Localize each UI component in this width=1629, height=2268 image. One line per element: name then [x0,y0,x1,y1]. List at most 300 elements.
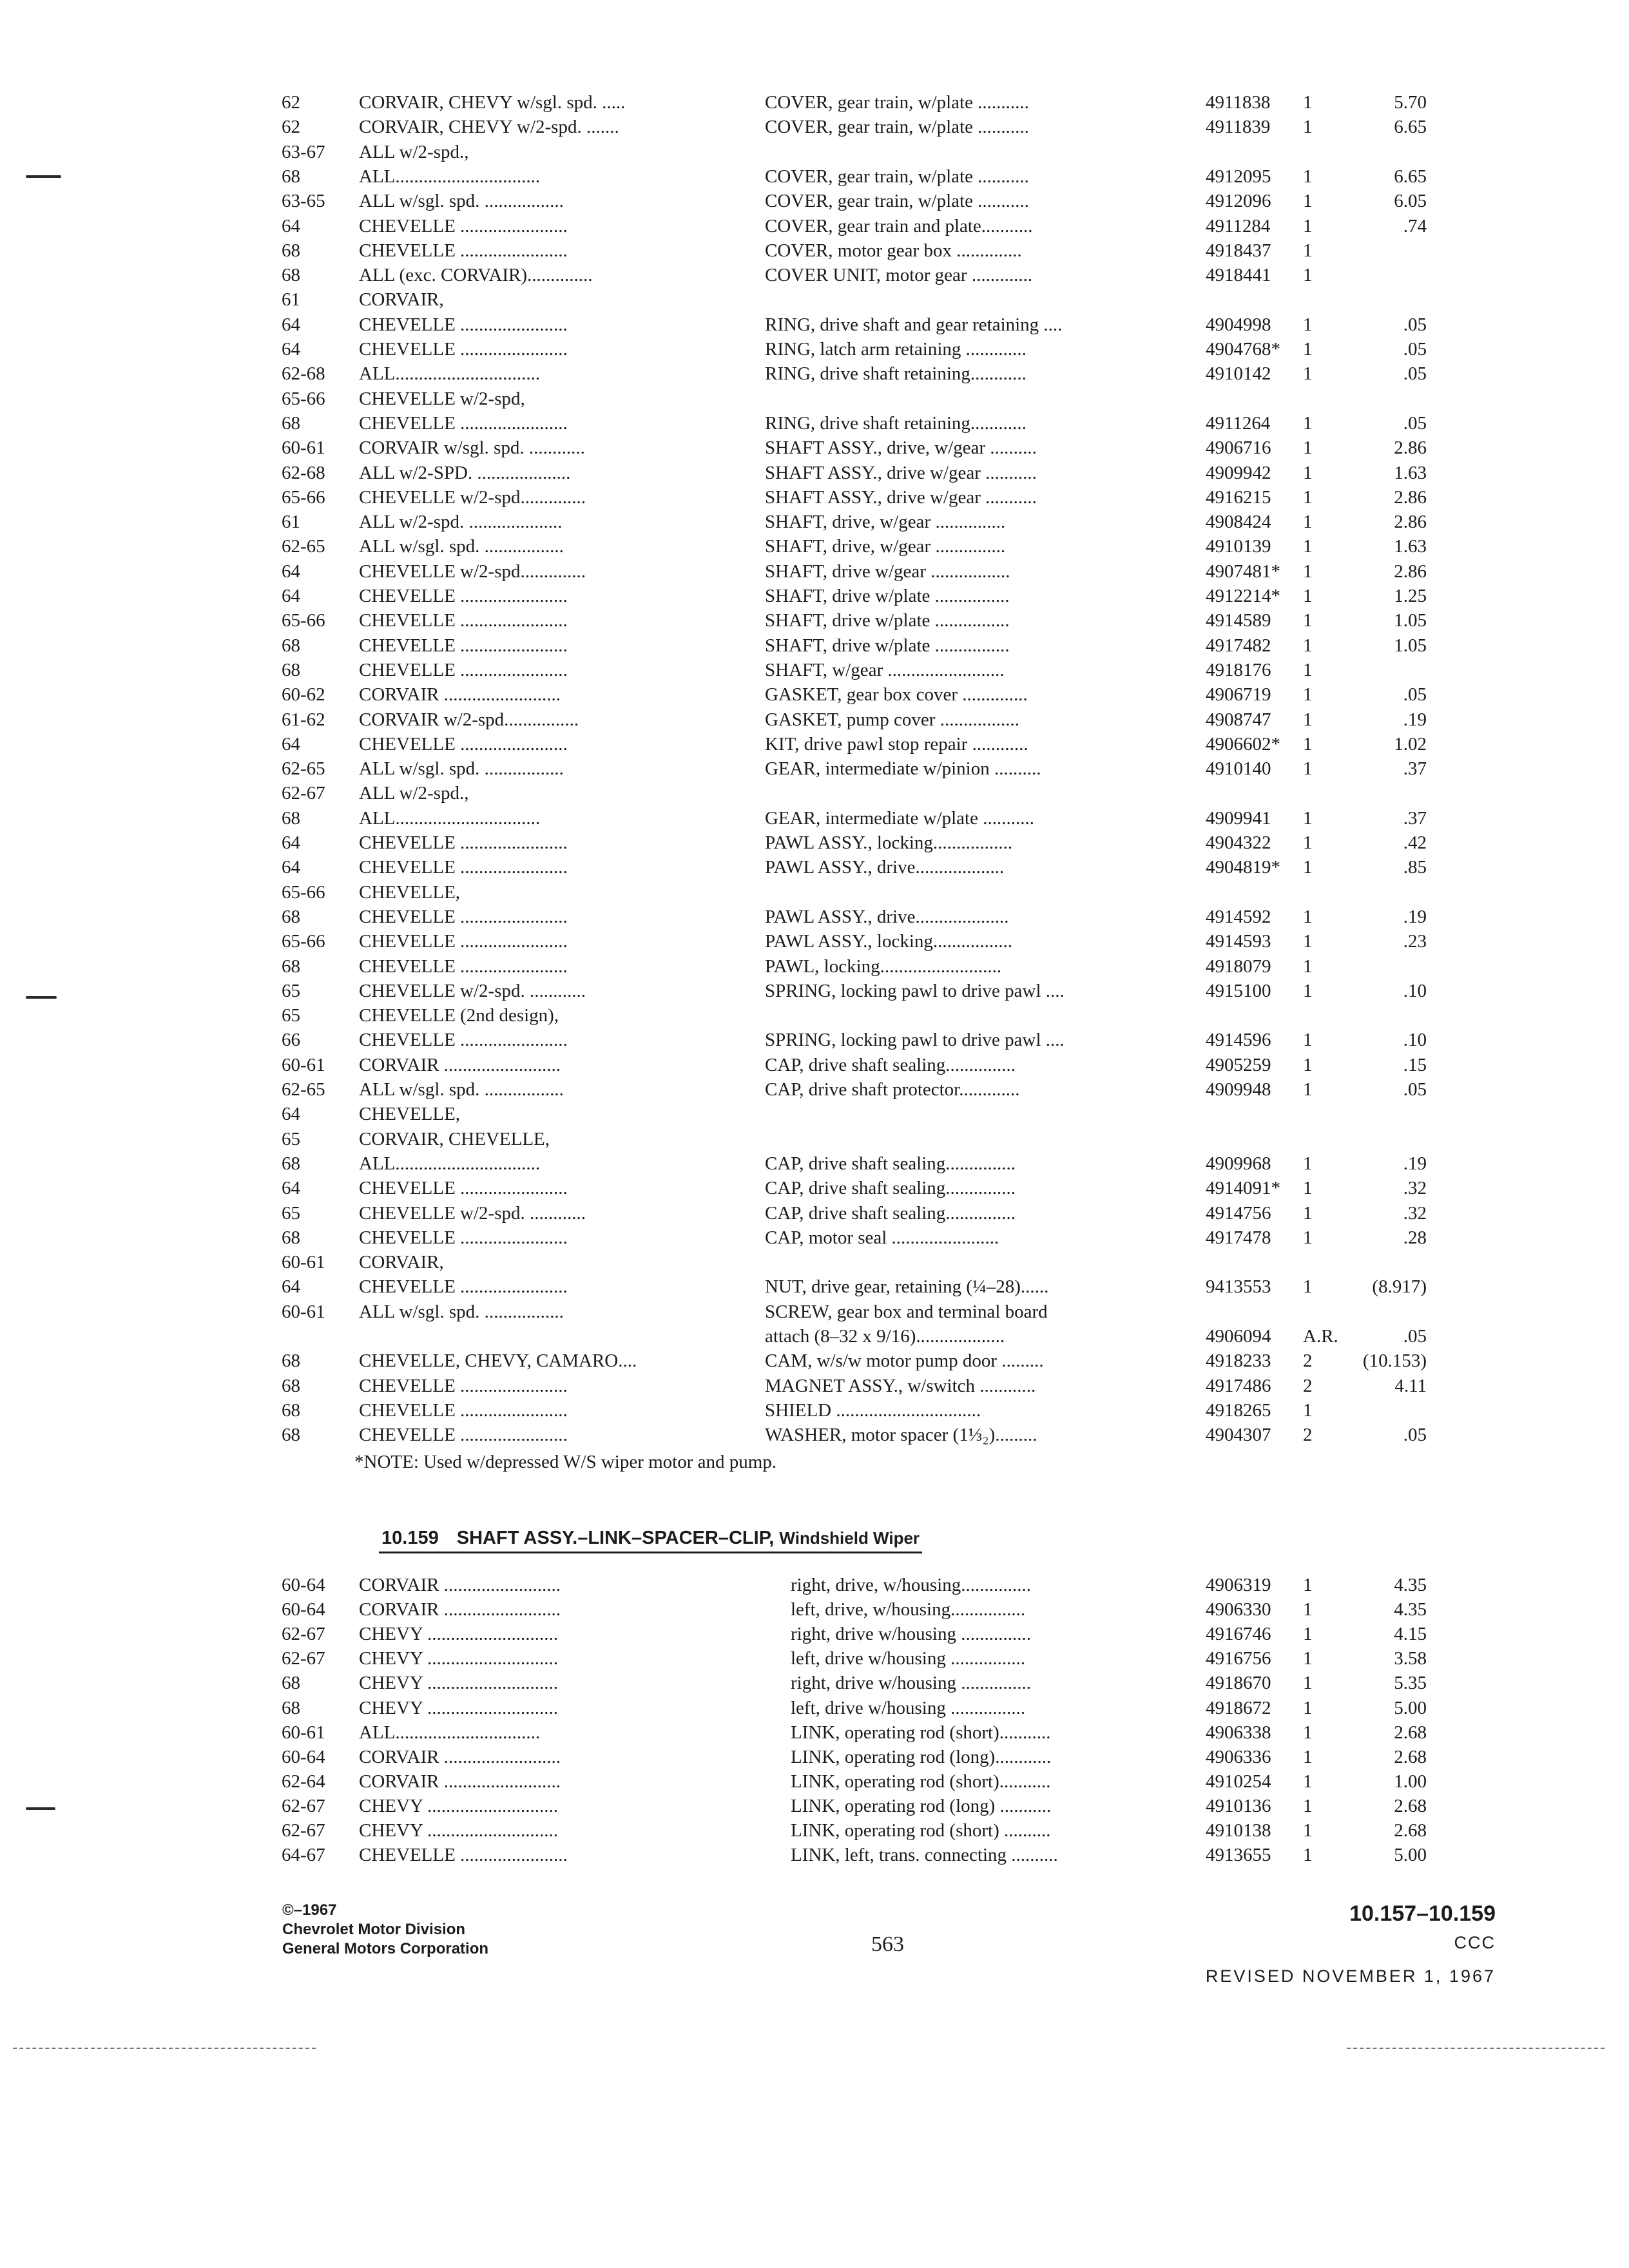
quantity-cell: 1 [1303,1697,1313,1718]
model-cell: CHEVY ............................ [359,1648,559,1669]
description-cell: PAWL, locking.......................... [765,956,1002,977]
model-cell: CHEVELLE ....................... [359,857,568,878]
description-cell: SHAFT ASSY., drive, w/gear .......... [765,437,1037,459]
model-cell: CORVAIR w/sgl. spd. ............ [359,437,585,459]
price-cell: .32 [1403,1178,1427,1199]
price-cell: .85 [1403,857,1427,878]
model-cell: CHEVELLE ....................... [359,931,568,952]
model-cell: CHEVELLE, [359,881,461,903]
description-cell: right, drive w/housing ............... [791,1673,1031,1694]
price-cell: .05 [1403,1326,1427,1347]
description-cell: right, drive w/housing ............... [791,1624,1031,1645]
model-cell: CORVAIR ......................... [359,684,561,706]
year-cell: 62-65 [282,1079,325,1100]
part-number-cell: 4918441 [1206,265,1271,286]
model-cell: CORVAIR, [359,1252,444,1273]
year-cell: 68 [282,1375,300,1396]
description-cell: PAWL ASSY., locking................. [765,931,1013,952]
quantity-cell: 1 [1303,1079,1313,1100]
model-cell: CHEVELLE ....................... [359,832,568,853]
year-cell: 62-67 [282,783,325,804]
section-title: SHAFT ASSY.–LINK–SPACER–CLIP, [456,1528,775,1548]
description-cell: CAP, drive shaft sealing............... [765,1153,1016,1174]
price-cell: 4.35 [1394,1575,1427,1595]
quantity-cell: 1 [1303,265,1313,286]
quantity-cell: 1 [1303,635,1313,656]
price-cell: .42 [1403,832,1427,853]
part-number-cell: 4906319 [1206,1575,1271,1595]
model-cell: ALL w/sgl. spd. ................. [359,1079,564,1100]
price-cell: 1.05 [1394,635,1427,656]
part-number-cell: 4917486 [1206,1375,1271,1396]
year-cell: 64 [282,1178,300,1199]
model-cell: CORVAIR, CHEVY w/2-spd. ....... [359,117,619,138]
description-cell: COVER, gear train, w/plate ........... [765,166,1029,187]
price-cell: 6.05 [1394,191,1427,212]
price-cell: .05 [1403,1425,1427,1446]
model-cell: CORVAIR, CHEVELLE, [359,1128,550,1149]
description-cell: LINK, operating rod (short)........... [791,1722,1051,1743]
description-cell: CAP, drive shaft sealing............... [765,1202,1016,1224]
quantity-cell: 1 [1303,92,1313,113]
quantity-cell: 2 [1303,1375,1313,1396]
description-cell: LINK, operating rod (long) ........... [791,1795,1052,1816]
description-cell: MAGNET ASSY., w/switch ............ [765,1375,1036,1396]
year-cell: 64 [282,1104,300,1125]
price-cell: .10 [1403,1030,1427,1051]
model-cell: CHEVY ............................ [359,1697,559,1718]
model-cell: CHEVY ............................ [359,1820,559,1841]
part-number-cell: 4908747 [1206,709,1271,730]
year-cell: 64 [282,561,300,582]
model-cell: CHEVELLE ....................... [359,1030,568,1051]
price-cell: 1.25 [1394,586,1427,606]
quantity-cell: 1 [1303,832,1313,853]
quantity-cell: 1 [1303,339,1313,360]
year-cell: 68 [282,1227,300,1248]
quantity-cell: 1 [1303,512,1313,533]
revision-date: REVISED NOVEMBER 1, 1967 [1205,1966,1496,1986]
part-number-cell: 4906716 [1206,437,1271,459]
part-number-cell: 4918079 [1206,956,1271,977]
part-number-cell: 4906330 [1206,1599,1271,1620]
model-cell: CHEVELLE ....................... [359,733,568,754]
division-name: Chevrolet Motor Division [282,1921,466,1938]
quantity-cell: 1 [1303,1795,1313,1816]
quantity-cell: 1 [1303,486,1313,508]
quantity-cell: 1 [1303,586,1313,606]
quantity-cell: 1 [1303,1030,1313,1051]
price-cell: 2.86 [1394,486,1427,508]
year-cell: 64 [282,832,300,853]
part-number-cell: 4912095 [1206,166,1271,187]
description-cell: PAWL ASSY., locking................. [765,832,1013,853]
year-cell: 63-65 [282,191,325,212]
year-cell: 61 [282,512,300,533]
quantity-cell: 1 [1303,1276,1313,1298]
price-cell: 6.65 [1394,166,1427,187]
description-cell: CAP, drive shaft protector............. [765,1079,1020,1100]
cut-line-right [1347,2048,1605,2049]
model-cell: CHEVELLE ....................... [359,240,568,261]
part-number-cell: 4918672 [1206,1697,1271,1718]
model-cell: ALL w/sgl. spd. ................. [359,1301,564,1322]
part-number-cell: 4915100 [1206,980,1271,1001]
description-cell: LINK, operating rod (short) .......... [791,1820,1051,1841]
price-cell: .32 [1403,1202,1427,1224]
description-cell: LINK, operating rod (short)........... [791,1771,1051,1792]
description-cell: SHAFT, drive w/plate ................ [765,586,1010,606]
quantity-cell: 1 [1303,1771,1313,1792]
copyright: ©–1967 [282,1901,337,1919]
quantity-cell: 1 [1303,412,1313,434]
price-cell: 6.65 [1394,117,1427,138]
quantity-cell: 1 [1303,240,1313,261]
description-cell: GEAR, intermediate w/pinion .......... [765,758,1041,780]
part-number-cell: 4916756 [1206,1648,1271,1669]
model-cell: CORVAIR, [359,289,444,311]
price-cell: .37 [1403,758,1427,780]
year-cell: 61 [282,289,300,311]
section-subtitle: Windshield Wiper [779,1528,920,1548]
description-cell: right, drive, w/housing............... [791,1575,1031,1595]
part-number-cell: 9413553 [1206,1276,1271,1298]
year-cell: 68 [282,1673,300,1694]
year-cell: 64 [282,215,300,236]
description-cell: CAP, motor seal ....................... [765,1227,999,1248]
model-cell: ALL w/2-spd., [359,141,469,162]
quantity-cell: 1 [1303,1599,1313,1620]
description-cell: NUT, drive gear, retaining (¼–28)...... [765,1276,1049,1298]
description-cell: attach (8–32 x 9/16)................... [765,1326,1005,1347]
quantity-cell: 1 [1303,437,1313,459]
quantity-cell: 1 [1303,980,1313,1001]
part-number-cell: 4911284 [1206,215,1271,236]
price-cell: 4.35 [1394,1599,1427,1620]
part-number-cell: 4908424 [1206,512,1271,533]
model-cell: ALL w/sgl. spd. ................. [359,191,564,212]
price-cell: .10 [1403,980,1427,1001]
quantity-cell: 1 [1303,758,1313,780]
part-number-cell: 4906719 [1206,684,1271,706]
model-cell: CHEVELLE ....................... [359,635,568,656]
description-cell: SHIELD ............................... [765,1399,981,1421]
year-cell: 60-61 [282,1301,325,1322]
model-cell: CHEVELLE ....................... [359,659,568,680]
quantity-cell: 1 [1303,1575,1313,1595]
year-cell: 62-67 [282,1795,325,1816]
price-cell: 1.02 [1394,733,1427,754]
description-cell: SPRING, locking pawl to drive pawl .... [765,980,1065,1001]
year-cell: 60-64 [282,1599,325,1620]
year-cell: 60-62 [282,684,325,706]
description-cell: COVER, motor gear box .............. [765,240,1022,261]
year-cell: 65-66 [282,931,325,952]
price-cell: 2.86 [1394,561,1427,582]
model-cell: CHEVELLE w/2-spd.............. [359,561,586,582]
model-cell: CORVAIR, CHEVY w/sgl. spd. ..... [359,92,626,113]
quantity-cell: 1 [1303,684,1313,706]
part-number-cell: 4917478 [1206,1227,1271,1248]
description-cell: COVER UNIT, motor gear ............. [765,265,1033,286]
price-cell: 5.00 [1394,1697,1427,1718]
year-cell: 64 [282,586,300,606]
price-cell: 5.70 [1394,92,1427,113]
year-cell: 65 [282,980,300,1001]
quantity-cell: 1 [1303,1845,1313,1866]
description-cell: left, drive w/housing ................ [791,1697,1026,1718]
description-cell: left, drive, w/housing................ [791,1599,1026,1620]
section-range: 10.157–10.159 [1349,1901,1496,1926]
year-cell: 65-66 [282,486,325,508]
quantity-cell: 1 [1303,807,1313,829]
price-cell: .19 [1403,1153,1427,1174]
price-cell: 2.68 [1394,1722,1427,1743]
page-number: 563 [871,1932,904,1956]
quantity-cell: 1 [1303,1178,1313,1199]
part-number-cell: 4909948 [1206,1079,1271,1100]
model-cell: CHEVELLE ....................... [359,956,568,977]
description-cell: RING, drive shaft retaining............ [765,412,1027,434]
model-cell: CHEVELLE w/2-spd.............. [359,486,586,508]
model-cell: CHEVY ............................ [359,1624,559,1645]
quantity-cell: 1 [1303,215,1313,236]
part-number-cell: 4918176 [1206,659,1271,680]
year-cell: 68 [282,956,300,977]
year-cell: 63-67 [282,141,325,162]
year-cell: 65-66 [282,610,325,631]
description-cell: GASKET, gear box cover .............. [765,684,1028,706]
model-cell: CORVAIR ......................... [359,1771,561,1792]
quantity-cell: 1 [1303,1820,1313,1841]
part-number-cell: 4909942 [1206,462,1271,483]
description-cell: LINK, operating rod (long)............ [791,1746,1052,1767]
model-cell: CHEVELLE ....................... [359,1375,568,1396]
footnote: *NOTE: Used w/depressed W/S wiper motor and pump. [354,1452,777,1472]
model-cell: ALL............................... [359,1722,541,1743]
description-cell: SHAFT, drive, w/gear ............... [765,536,1006,557]
scan-mark-bottom [26,1807,55,1810]
year-cell: 64 [282,857,300,878]
year-cell: 60-61 [282,1054,325,1075]
price-cell: 3.58 [1394,1648,1427,1669]
quantity-cell: 1 [1303,462,1313,483]
part-number-cell: 4910138 [1206,1820,1271,1841]
year-cell: 68 [282,166,300,187]
year-cell: 65 [282,1005,300,1026]
year-cell: 62-67 [282,1648,325,1669]
price-cell: .05 [1403,1079,1427,1100]
quantity-cell: 1 [1303,659,1313,680]
model-cell: CORVAIR ......................... [359,1575,561,1595]
part-number-cell: 4906094 [1206,1326,1271,1347]
model-cell: CHEVELLE ....................... [359,1399,568,1421]
part-number-cell: 4913655 [1206,1845,1271,1866]
year-cell: 68 [282,1350,300,1372]
model-cell: CHEVELLE ....................... [359,1845,568,1866]
part-number-cell: 4911264 [1206,412,1271,434]
price-cell: .37 [1403,807,1427,829]
part-number-cell: 4918670 [1206,1673,1271,1694]
quantity-cell: 1 [1303,1648,1313,1669]
year-cell: 68 [282,412,300,434]
year-cell: 65 [282,1202,300,1224]
quantity-cell: 1 [1303,1054,1313,1075]
model-cell: ALL w/2-spd., [359,783,469,804]
model-cell: CHEVELLE ....................... [359,1276,568,1298]
model-cell: CORVAIR ......................... [359,1054,561,1075]
year-cell: 64-67 [282,1845,325,1866]
year-cell: 62-67 [282,1624,325,1645]
quantity-cell: 1 [1303,906,1313,927]
part-number-cell: 4918265 [1206,1399,1271,1421]
model-cell: ALL w/sgl. spd. ................. [359,758,564,780]
price-cell: (10.153) [1362,1350,1427,1372]
description-cell: SHAFT ASSY., drive w/gear ........... [765,462,1037,483]
description-cell: CAP, drive shaft sealing............... [765,1054,1016,1075]
part-number-cell: 4914592 [1206,906,1271,927]
quantity-cell: 1 [1303,610,1313,631]
price-cell: (8.917) [1372,1276,1427,1298]
model-cell: CORVAIR w/2-spd................ [359,709,579,730]
scan-mark-top [26,175,61,178]
model-cell: CHEVELLE ....................... [359,906,568,927]
model-cell: CHEVELLE ....................... [359,215,568,236]
cut-line-left [13,2048,316,2049]
model-cell: CHEVELLE w/2-spd, [359,388,525,409]
model-cell: CHEVELLE, [359,1104,461,1125]
part-number-cell: 4911838 [1206,92,1271,113]
description-cell: SHAFT, drive w/gear ................. [765,561,1010,582]
price-cell: 1.63 [1394,536,1427,557]
part-number-cell: 4909968 [1206,1153,1271,1174]
model-cell: ALL............................... [359,807,541,829]
model-cell: CHEVELLE ....................... [359,1227,568,1248]
model-cell: ALL............................... [359,166,541,187]
part-number-cell: 4905259 [1206,1054,1271,1075]
model-cell: CHEVELLE ....................... [359,610,568,631]
model-cell: CHEVELLE ....................... [359,314,568,335]
price-cell: .74 [1403,215,1427,236]
price-cell: .05 [1403,684,1427,706]
description-cell: RING, drive shaft and gear retaining .... [765,314,1063,335]
year-cell: 62-65 [282,758,325,780]
model-cell: CHEVY ............................ [359,1795,559,1816]
description-cell: KIT, drive pawl stop repair ............ [765,733,1028,754]
price-cell: 5.35 [1394,1673,1427,1694]
year-cell: 65-66 [282,388,325,409]
quantity-cell: 1 [1303,314,1313,335]
year-cell: 62-67 [282,1820,325,1841]
year-cell: 62 [282,117,300,138]
part-number-cell: 4904322 [1206,832,1271,853]
description-cell: CAP, drive shaft sealing............... [765,1178,1016,1199]
year-cell: 62 [282,92,300,113]
description-cell: WASHER, motor spacer (1⅓₂)......... [765,1425,1037,1446]
part-number-cell: 4918437 [1206,240,1271,261]
part-number-cell: 4914593 [1206,931,1271,952]
price-cell: .05 [1403,363,1427,385]
quantity-cell: 1 [1303,191,1313,212]
part-number-cell: 4910254 [1206,1771,1271,1792]
part-number-cell: 4904998 [1206,314,1271,335]
description-cell: COVER, gear train and plate........... [765,215,1033,236]
year-cell: 68 [282,906,300,927]
year-cell: 62-68 [282,462,325,483]
year-cell: 68 [282,240,300,261]
description-cell: GEAR, intermediate w/plate ........... [765,807,1034,829]
quantity-cell: 1 [1303,1746,1313,1767]
year-cell: 60-61 [282,1722,325,1743]
quantity-cell: 1 [1303,1624,1313,1645]
quantity-cell: 1 [1303,1399,1313,1421]
description-cell: RING, drive shaft retaining............ [765,363,1027,385]
price-cell: 4.11 [1394,1375,1427,1396]
description-cell: COVER, gear train, w/plate ........... [765,117,1029,138]
quantity-cell: 1 [1303,536,1313,557]
price-cell: 2.68 [1394,1795,1427,1816]
part-number-cell: 4914589 [1206,610,1271,631]
price-cell: .05 [1403,412,1427,434]
part-number-cell: 4904819* [1206,857,1280,878]
description-cell: COVER, gear train, w/plate ........... [765,92,1029,113]
model-cell: ALL............................... [359,363,541,385]
model-cell: CHEVELLE w/2-spd. ............ [359,1202,586,1224]
model-cell: CHEVELLE ....................... [359,586,568,606]
scan-mark-middle [26,996,57,999]
description-cell: SHAFT ASSY., drive w/gear ........... [765,486,1037,508]
model-cell: ALL w/sgl. spd. ................. [359,536,564,557]
quantity-cell: 1 [1303,956,1313,977]
part-number-cell: 4904768* [1206,339,1280,360]
part-number-cell: 4904307 [1206,1425,1271,1446]
quantity-cell: A.R. [1303,1326,1338,1347]
model-cell: CORVAIR ......................... [359,1746,561,1767]
year-cell: 64 [282,1276,300,1298]
part-number-cell: 4910139 [1206,536,1271,557]
description-cell: SHAFT, drive w/plate ................ [765,635,1010,656]
price-cell: 4.15 [1394,1624,1427,1645]
model-cell: ALL w/2-SPD. .................... [359,462,571,483]
part-number-cell: 4917482 [1206,635,1271,656]
year-cell: 65 [282,1128,300,1149]
part-number-cell: 4918233 [1206,1350,1271,1372]
quantity-cell: 1 [1303,733,1313,754]
quantity-cell: 1 [1303,561,1313,582]
year-cell: 68 [282,1153,300,1174]
quantity-cell: 1 [1303,1227,1313,1248]
price-cell: 1.00 [1394,1771,1427,1792]
quantity-cell: 1 [1303,857,1313,878]
part-number-cell: 4916746 [1206,1624,1271,1645]
description-cell: COVER, gear train, w/plate ........... [765,191,1029,212]
price-cell: 1.63 [1394,462,1427,483]
quantity-cell: 1 [1303,166,1313,187]
quantity-cell: 1 [1303,1153,1313,1174]
model-cell: CHEVELLE ....................... [359,339,568,360]
price-cell: 2.68 [1394,1820,1427,1841]
description-cell: SHAFT, w/gear ......................... [765,659,1005,680]
description-cell: PAWL ASSY., drive.................... [765,906,1009,927]
description-cell: RING, latch arm retaining ............. [765,339,1027,360]
description-cell: left, drive w/housing ................ [791,1648,1026,1669]
part-number-cell: 4910142 [1206,363,1271,385]
description-cell: CAM, w/s/w motor pump door ......... [765,1350,1044,1372]
catalog-code: CCC [1454,1933,1496,1952]
quantity-cell: 1 [1303,709,1313,730]
description-cell: LINK, left, trans. connecting .......... [791,1845,1058,1866]
year-cell: 60-64 [282,1746,325,1767]
